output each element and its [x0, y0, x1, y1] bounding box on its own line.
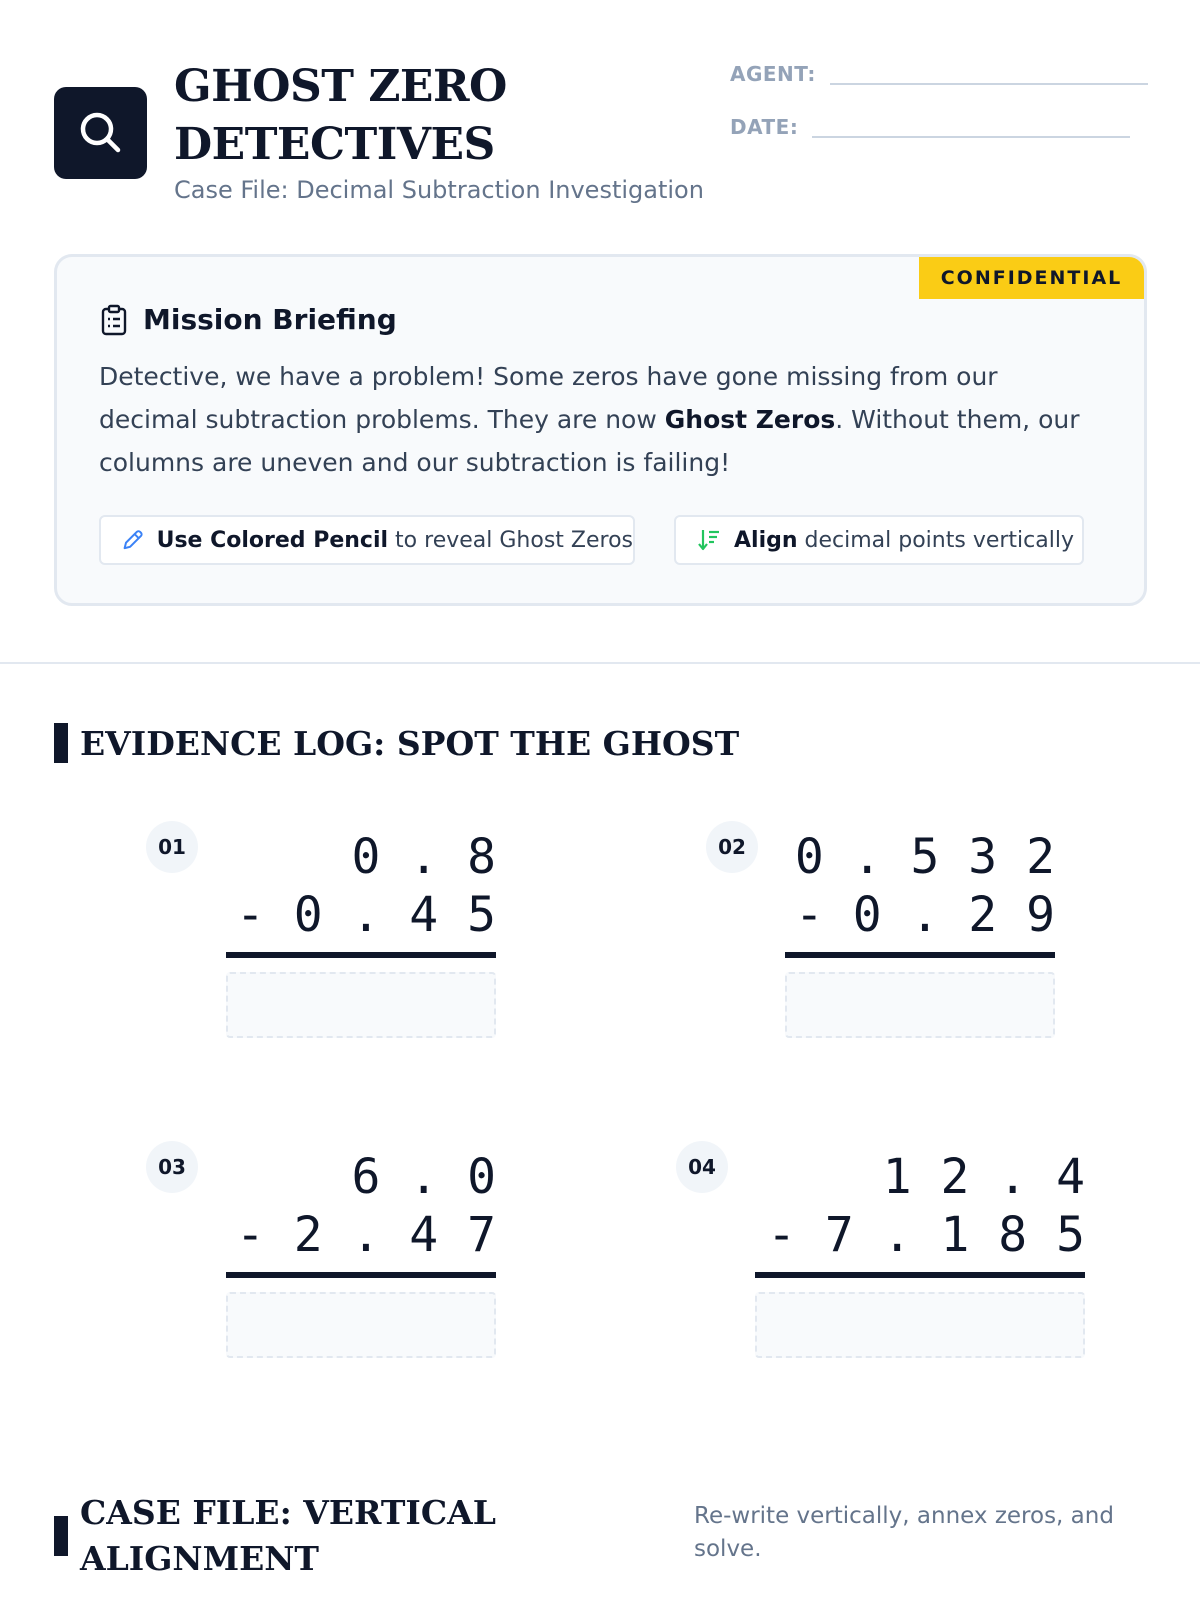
answer-box[interactable]	[785, 972, 1055, 1038]
agent-row	[730, 62, 1148, 86]
minuend: 6 . 0	[351, 1149, 496, 1205]
problem-03	[226, 1148, 496, 1358]
answer-rule	[785, 952, 1055, 958]
minuend: 0 . 5 3 2	[794, 829, 1055, 885]
page-subtitle: Case File: Decimal Subtraction Investigation	[174, 176, 704, 204]
date-line[interactable]	[812, 136, 1130, 138]
tip-1-text: to reveal Ghost Zeros	[395, 527, 633, 553]
problem-number-badge: 03	[146, 1141, 198, 1193]
briefing-header	[99, 303, 397, 336]
date-row	[730, 115, 1130, 139]
tip-colored-pencil	[99, 515, 635, 565]
tip-1-bold: Use Colored Pencil	[156, 527, 389, 553]
pencil-icon	[121, 527, 145, 553]
briefing-text	[99, 355, 1099, 484]
tip-align-decimals	[674, 515, 1084, 565]
problem-04	[755, 1148, 1085, 1358]
case-file-instruction: Re-write vertically, annex zeros, and solve.	[694, 1503, 1114, 1562]
answer-rule	[755, 1272, 1085, 1278]
case-file-title-line-2: ALIGNMENT	[80, 1539, 319, 1578]
page-title	[174, 58, 507, 174]
subtrahend: - 0 . 4 5	[235, 887, 496, 943]
align-icon	[696, 527, 722, 553]
page-header	[54, 58, 1147, 218]
agent-label: AGENT:	[730, 62, 816, 86]
search-icon	[76, 108, 126, 158]
subtrahend: - 2 . 4 7	[235, 1207, 496, 1263]
briefing-title: Mission Briefing	[143, 303, 397, 336]
briefing-text-part-1: Detective, we have a problem! Some zeros have gone missing from our decimal subtraction problems. They are now	[99, 362, 998, 434]
mission-briefing-card	[54, 254, 1147, 606]
problem-01	[226, 828, 496, 1038]
answer-box[interactable]	[226, 972, 496, 1038]
heading-bar	[54, 723, 68, 763]
minuend: 1 2 . 4	[882, 1149, 1085, 1205]
subtrahend: - 7 . 1 8 5	[767, 1207, 1085, 1263]
clipboard-icon	[99, 304, 129, 336]
confidential-badge: CONFIDENTIAL	[919, 257, 1144, 299]
answer-rule	[226, 1272, 496, 1278]
date-label: DATE:	[730, 115, 799, 139]
title-line-1: GHOST ZERO	[174, 61, 507, 112]
subtrahend: - 0 . 2 9	[794, 887, 1055, 943]
title-line-2: DETECTIVES	[174, 119, 495, 170]
problem-number-badge: 02	[706, 821, 758, 873]
evidence-log-title: EVIDENCE LOG: SPOT THE GHOST	[80, 723, 740, 763]
case-file-heading	[54, 1490, 496, 1582]
answer-box[interactable]	[226, 1292, 496, 1358]
answer-rule	[226, 952, 496, 958]
case-file-title-line-1: CASE FILE: VERTICAL	[80, 1493, 496, 1532]
tip-2-bold: Align	[734, 527, 798, 553]
section-divider	[0, 662, 1200, 664]
briefing-text-part-2: . Without them, our columns are uneven and our subtraction is failing!	[99, 405, 1080, 477]
heading-bar	[54, 1516, 68, 1556]
answer-box[interactable]	[755, 1292, 1085, 1358]
briefing-text-bold: Ghost Zeros	[664, 405, 836, 434]
minuend: 0 . 8	[351, 829, 496, 885]
problem-number-badge: 04	[676, 1141, 728, 1193]
problem-02	[785, 828, 1055, 1038]
case-file-title	[80, 1490, 496, 1582]
agent-name-line[interactable]	[830, 83, 1148, 85]
problem-number-badge: 01	[146, 821, 198, 873]
tip-2-text: decimal points vertically	[804, 527, 1074, 553]
logo-badge	[54, 87, 147, 179]
evidence-log-heading	[54, 723, 739, 763]
